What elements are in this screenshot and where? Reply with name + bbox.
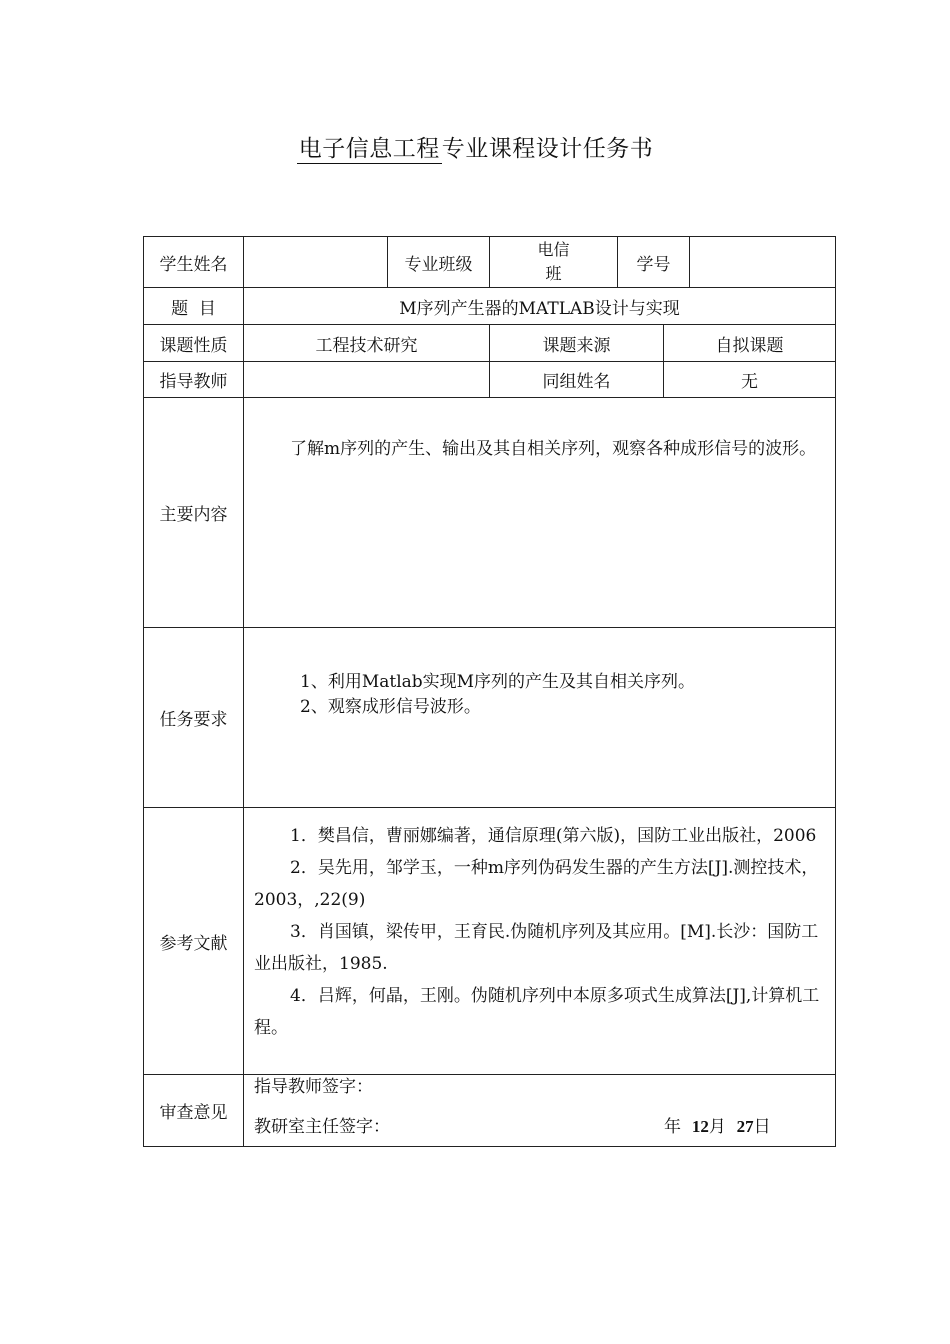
topic-label: 题 目 <box>144 288 244 325</box>
source-value: 自拟课题 <box>664 325 836 362</box>
month-label: 月 <box>708 1117 726 1137</box>
task-requirement-item: 1、利用Matlab实现M序列的产生及其自相关序列。 <box>300 672 696 692</box>
class-value-line1: 电信 <box>537 240 570 259</box>
row-nature <box>144 325 836 362</box>
main-content-text: 了解m序列的产生、输出及其自相关序列，观察各种成形信号的波形。 <box>290 439 817 459</box>
main-content-cell <box>244 398 836 628</box>
group-members-value: 无 <box>664 362 836 398</box>
references-label: 参考文献 <box>144 808 244 1075</box>
student-id-label: 学号 <box>618 237 690 288</box>
reference-item: 3．肖国镇，梁传甲，王育民.伪随机序列及其应用。[M].长沙：国防工业出版社，1985. <box>254 922 819 974</box>
topic-value: M序列产生器的MATLAB设计与实现 <box>244 288 836 325</box>
day-label: 日 <box>753 1117 771 1137</box>
review-date <box>664 1107 771 1147</box>
row-review <box>144 1075 836 1147</box>
row-student-info <box>144 237 836 288</box>
advisor-field[interactable] <box>244 362 490 398</box>
reference-item: 2．吴先用，邹学玉，一种m序列伪码发生器的产生方法[J].测控技术，2003，,22(9) <box>254 858 819 910</box>
director-signature[interactable]: 教研室主任签字： <box>254 1117 390 1137</box>
class-label: 专业班级 <box>388 237 490 288</box>
title-rest: 专业课程设计任务书 <box>441 136 654 162</box>
row-references <box>144 808 836 1075</box>
class-field[interactable] <box>490 237 618 288</box>
task-form-table <box>143 236 836 1147</box>
main-content-label: 主要内容 <box>144 398 244 628</box>
advisor-signature[interactable]: 指导教师签字： <box>254 1077 373 1097</box>
task-requirement-item: 2、观察成形信号波形。 <box>300 697 481 717</box>
group-members-label: 同组姓名 <box>490 362 664 398</box>
reference-item: 1．樊昌信，曹丽娜编著，通信原理(第六版)，国防工业出版社，2006 <box>290 826 817 846</box>
advisor-label: 指导教师 <box>144 362 244 398</box>
task-requirements-cell <box>244 628 836 808</box>
title-major: 电子信息工程 <box>297 130 442 164</box>
row-advisor <box>144 362 836 398</box>
student-id-field[interactable] <box>690 237 836 288</box>
nature-label: 课题性质 <box>144 325 244 362</box>
student-name-label: 学生姓名 <box>144 237 244 288</box>
row-task-requirements <box>144 628 836 808</box>
row-main-content <box>144 398 836 628</box>
nature-value: 工程技术研究 <box>244 325 490 362</box>
document-title <box>0 130 950 164</box>
class-value-line2: 班 <box>545 264 562 283</box>
day-value: 27 <box>736 1117 754 1136</box>
task-requirements-label: 任务要求 <box>144 628 244 808</box>
year-label: 年 <box>664 1117 681 1137</box>
month-value: 12 <box>691 1117 709 1136</box>
references-cell <box>244 808 836 1075</box>
reference-item: 4．吕辉，何晶，王刚。伪随机序列中本原多项式生成算法[J],计算机工程。 <box>254 986 820 1038</box>
student-name-field[interactable] <box>244 237 388 288</box>
source-label: 课题来源 <box>490 325 664 362</box>
review-cell <box>244 1075 836 1147</box>
director-signature-line <box>254 1107 825 1143</box>
row-topic <box>144 288 836 325</box>
review-label: 审查意见 <box>144 1075 244 1147</box>
